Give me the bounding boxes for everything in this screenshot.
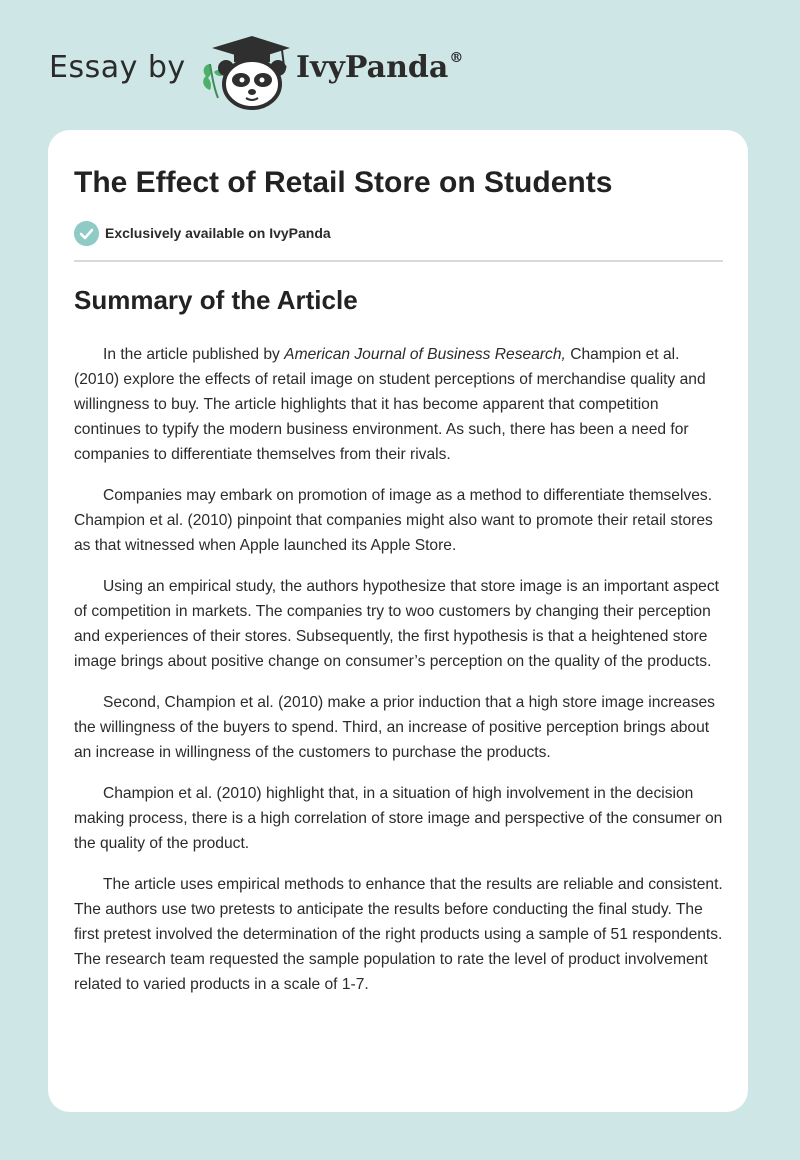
paragraph-1-rest: Champion et al. (2010) explore the effects of retail image on student perceptions of merchandise quality and willingness to buy. The article highlights that it has become apparent that competition continues to typify the modern business environment. As such, there has been a need for companies to differentiate themselves from their rivals. xyxy=(74,346,706,463)
panda-logo-icon xyxy=(200,34,292,110)
title-divider xyxy=(74,260,723,262)
paragraph-6: The article uses empirical methods to enhance that the results are reliable and consistent. The authors use two pretests to anticipate the results before conducting the final study. The first pretest involved the determination of the right products using a sample of 51 respondents. The research team requested the sample population to rate the level of product involvement related to varied products in a scale of 1-7. xyxy=(74,876,723,993)
exclusive-badge xyxy=(74,220,331,246)
paragraph-2: Companies may embark on promotion of image as a method to differentiate themselves. Champion et al. (2010) pinpoint that companies might also want to promote their retail stores as that witnessed when Apple launched its Apple Store. xyxy=(74,487,713,554)
site-header xyxy=(0,0,800,120)
essay-by-label: Essay by xyxy=(49,50,186,85)
paragraph-3: Using an empirical study, the authors hypothesize that store image is an important aspect of competition in markets. The companies try to woo customers by changing their perception and experiences of their stores. Subsequently, the first hypothesis is that a heightened store image brings about positive change on consumer’s perception on the quality of the products. xyxy=(74,578,719,670)
paragraph-5: Champion et al. (2010) highlight that, in a situation of high involvement in the decision making process, there is a high correlation of store image and perspective of the consumer on the quality of the product. xyxy=(74,785,723,852)
page-title: The Effect of Retail Store on Students xyxy=(74,166,613,199)
paragraph-1 xyxy=(74,342,724,467)
check-circle-icon xyxy=(74,221,99,246)
registered-mark: ® xyxy=(449,50,464,66)
paragraph-4: Second, Champion et al. (2010) make a prior induction that a high store image increases the willingness of the buyers to spend. Third, an increase of positive perception brings about an increase in willingness of the customers to purchase the products. xyxy=(74,694,715,761)
brand-name[interactable] xyxy=(296,50,463,85)
brand-name-text: IvyPanda xyxy=(296,50,449,85)
essay-card xyxy=(48,130,748,1112)
journal-name: American Journal of Business Research, xyxy=(284,346,566,363)
paragraph-1-intro: In the article published by xyxy=(103,346,285,363)
article-body xyxy=(74,342,724,1013)
exclusive-badge-label: Exclusively available on IvyPanda xyxy=(105,225,331,241)
section-title: Summary of the Article xyxy=(74,285,358,315)
